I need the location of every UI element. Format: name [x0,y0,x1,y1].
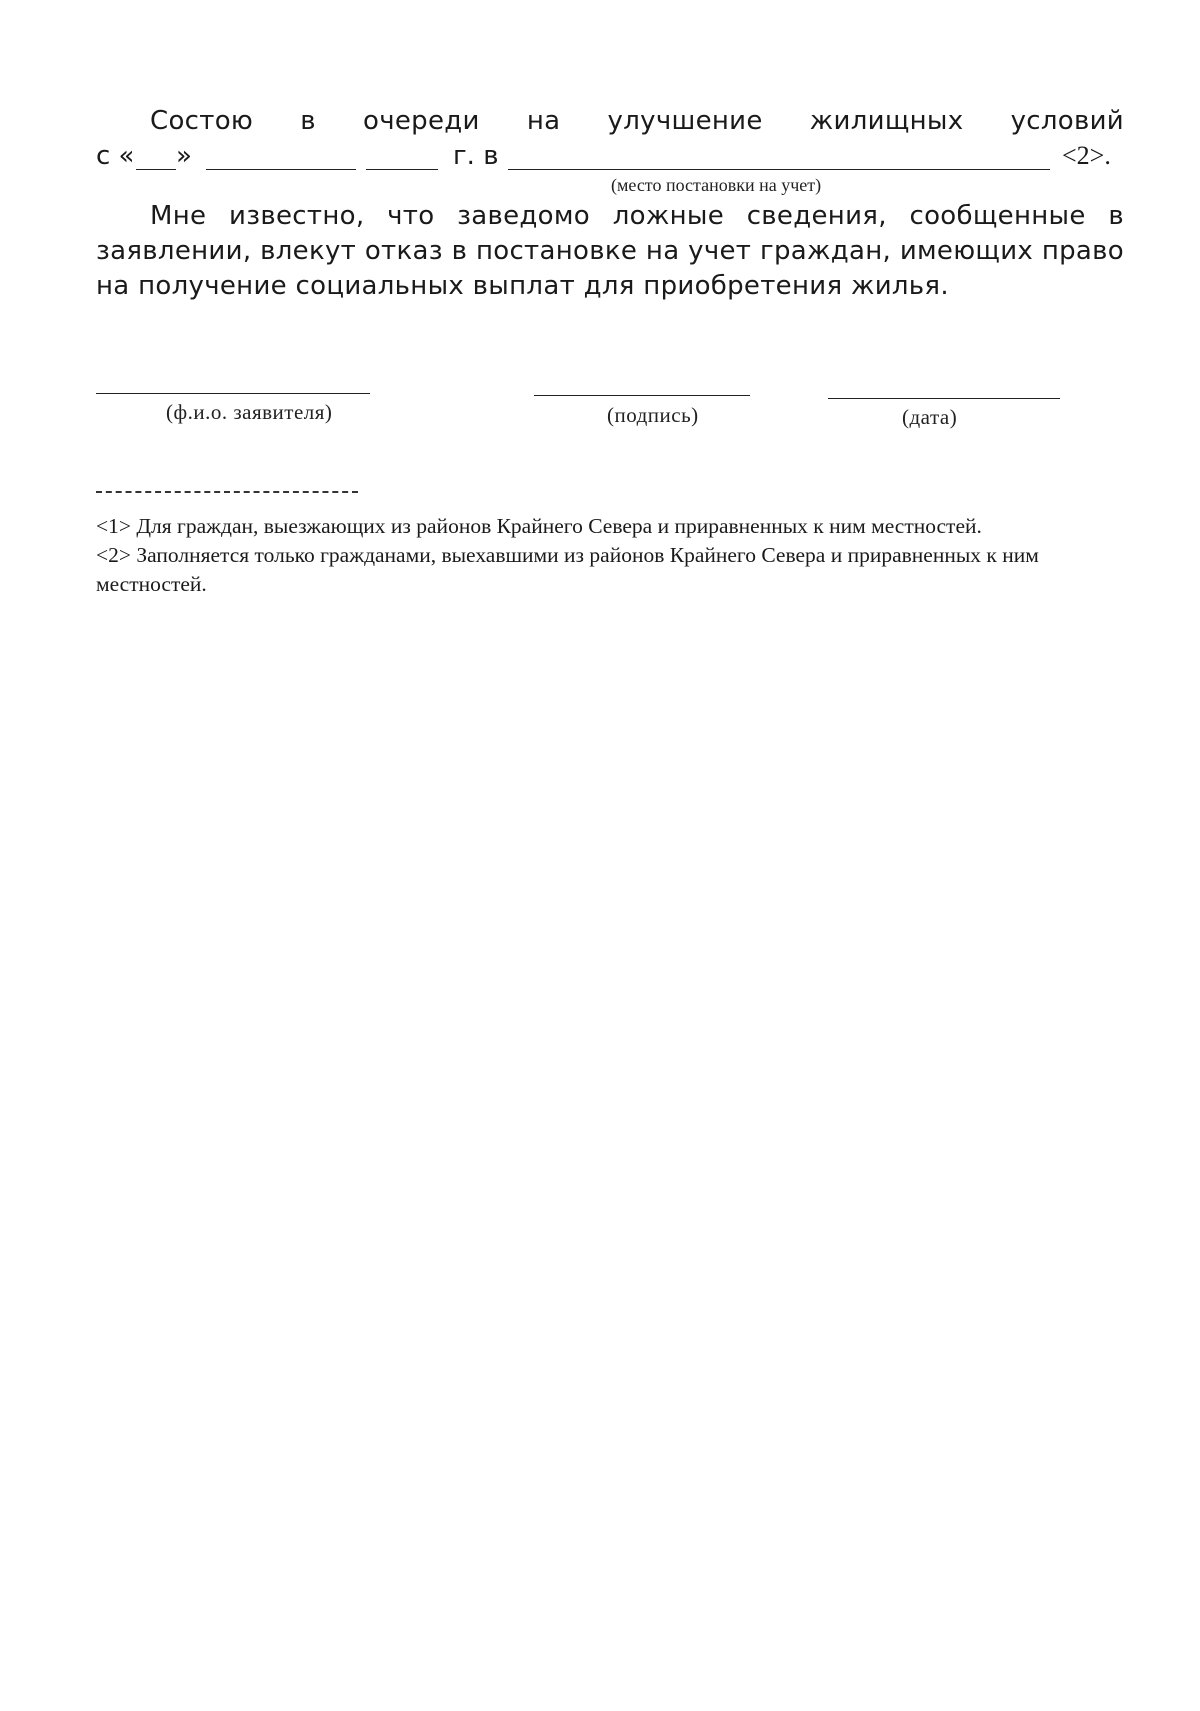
declaration-text: Мне известно, что заведомо ложные сведения, сообщенные в заявлении, влекут отказ в постановке на учет граждан, имеющих право на получение социальных выплат для приобретения жилья. [96,201,1124,301]
queue-word: на [526,106,561,136]
footnotes [96,512,1136,599]
place-field[interactable] [508,169,1050,170]
signature-caption: (подпись) [607,403,699,427]
date-prefix: с « [96,141,135,171]
date-field[interactable] [828,398,1060,399]
footnote-2: <2> Заполняется только гражданами, выехавшими из районов Крайнего Севера и приравненных к ним местностей. [96,543,1039,596]
day-field[interactable] [136,169,176,170]
place-caption: (место постановки на учет) [611,175,822,195]
year-field[interactable] [366,169,438,170]
footnote-ref-2: <2>. [1062,141,1111,170]
applicant-name-field[interactable] [96,393,370,394]
applicant-name-caption: (ф.и.о. заявителя) [166,400,333,424]
queue-word: очереди [362,106,480,136]
year-suffix: г. в [453,141,499,171]
declaration-paragraph [96,199,1124,304]
footnote-1: <1> Для граждан, выезжающих из районов Крайнего Севера и приравненных к ним местностей. [96,514,982,538]
queue-word: жилищных [809,106,964,136]
date-caption: (дата) [902,405,958,429]
queue-date-row [96,141,1126,177]
date-close-quote: » [176,141,192,171]
month-field[interactable] [206,169,356,170]
queue-word: Состою [150,106,254,136]
queue-word: условий [1010,106,1124,136]
queue-statement-line [96,106,1124,136]
queue-word: в [300,106,316,136]
signature-field[interactable] [534,395,750,396]
queue-word: улучшение [607,106,763,136]
footnote-separator [96,491,358,493]
